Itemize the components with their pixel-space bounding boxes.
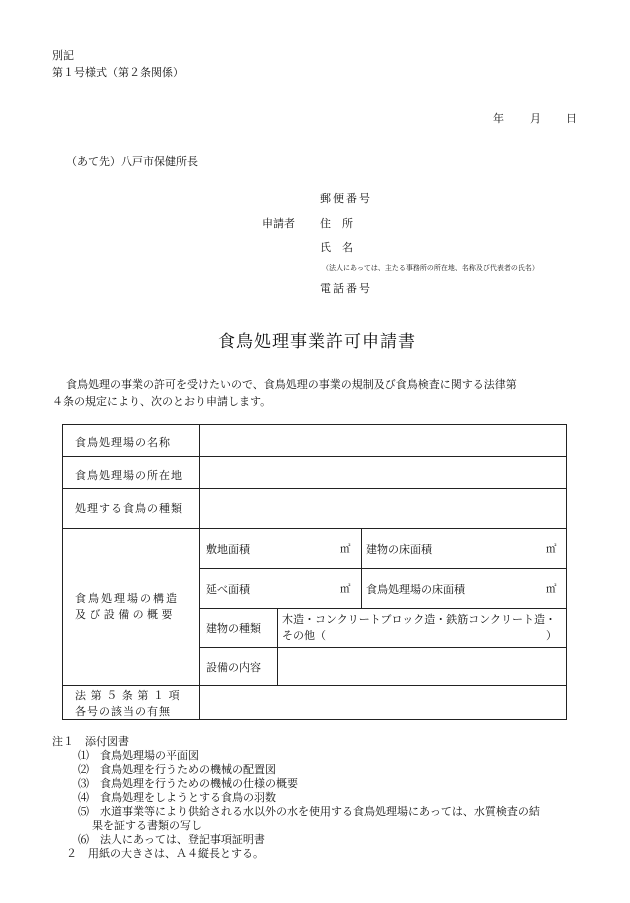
note-item: ⑸ 水道事業等により供給される水以外の水を使用する食鳥処理場にあっては、水質検査の結: [78, 805, 540, 818]
document-title: 食鳥処理事業許可申請書: [218, 332, 416, 352]
intro-line-1: 食鳥処理の事業の許可を受けたいので、食鳥処理の事業の規制及び食鳥検査に関する法律第: [66, 378, 517, 391]
floor-area-label: 建物の床面積: [366, 543, 432, 556]
postal-code-label: 郵便番号: [320, 192, 372, 205]
structure-overview-label-2: 及び設備の概要: [75, 608, 176, 621]
intro-line-2: ４条の規定により、次のとおり申請します。: [52, 395, 272, 408]
note-item: ⑵ 食鳥処理を行うための機械の配置図: [78, 763, 276, 776]
note-item-continuation: 果を証する書類の写し: [92, 819, 202, 832]
total-floor-area-unit: ㎡: [340, 583, 351, 595]
date-year: 年: [493, 112, 504, 125]
note-item: ⑹ 法人にあっては、登記事項証明書: [78, 833, 265, 846]
note-item: ⑴ 食鳥処理場の平面図: [78, 749, 199, 762]
address-label: 住 所: [320, 217, 353, 230]
plant-floor-area-unit: ㎡: [546, 583, 557, 595]
site-area-unit: ㎡: [340, 543, 351, 555]
note1-title: 注１ 添付図書: [52, 735, 129, 748]
note2: ２ 用紙の大きさは、Ａ４縦長とする。: [66, 847, 264, 860]
article5-label-2: 各号の該当の有無: [75, 705, 171, 718]
note-item: ⑶ 食鳥処理を行うための機械の仕様の概要: [78, 777, 298, 790]
building-options-line-2: その他（ ）: [282, 629, 557, 642]
date-month: 月: [530, 112, 541, 125]
note-item: ⑷ 食鳥処理をしようとする食鳥の羽数: [78, 791, 276, 804]
total-floor-area-label: 延べ面積: [206, 583, 250, 596]
bird-types-label: 処理する食鳥の種類: [75, 502, 183, 515]
building-options-line-1: 木造・コンクリートブロック造・鉄筋コンクリート造・: [282, 613, 557, 626]
name-note: （法人にあっては、主たる事務所の所在地、名称及び代表者の氏名）: [322, 264, 539, 272]
article5-label-1: 法第５条第１項: [75, 689, 185, 702]
building-type-label: 建物の種類: [206, 622, 261, 635]
facility-location-label: 食鳥処理場の所在地: [75, 469, 183, 482]
site-area-label: 敷地面積: [206, 543, 250, 556]
addressee: （あて先）八戸市保健所長: [66, 155, 198, 168]
attachment-label: 別記: [52, 49, 74, 62]
date-day: 日: [566, 112, 577, 125]
facility-name-label: 食鳥処理場の名称: [75, 436, 171, 449]
floor-area-unit: ㎡: [546, 543, 557, 555]
applicant-label: 申請者: [262, 217, 295, 230]
phone-label: 電話番号: [320, 282, 372, 295]
form-number: 第１号様式（第２条関係）: [52, 66, 184, 79]
name-label: 氏 名: [320, 241, 353, 254]
plant-floor-area-label: 食鳥処理場の床面積: [366, 583, 465, 596]
structure-overview-label-1: 食鳥処理場の構造: [75, 592, 179, 605]
equipment-label: 設備の内容: [206, 661, 261, 674]
